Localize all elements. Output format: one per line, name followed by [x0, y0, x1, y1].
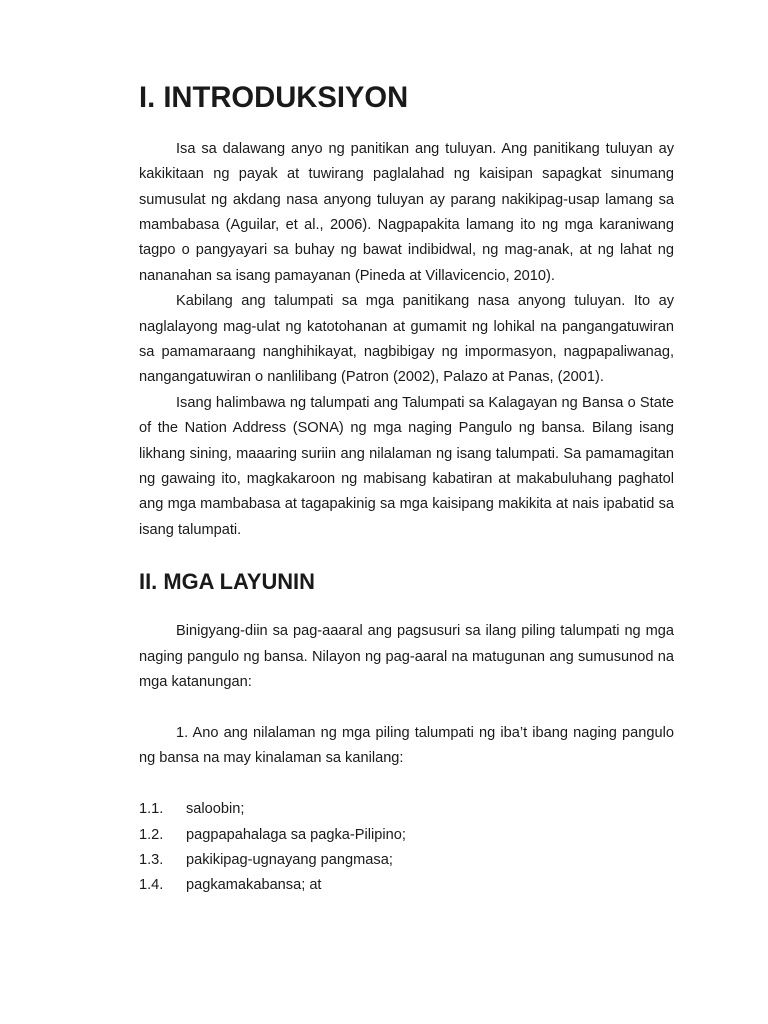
spacer	[139, 594, 674, 619]
spacer	[139, 772, 674, 797]
list-item-text: pagkamakabansa; at	[186, 877, 322, 894]
list-item	[139, 848, 674, 873]
spacer	[139, 543, 674, 568]
list-item	[139, 873, 674, 898]
paragraph-intro-3: Isang halimbawa ng talumpati ang Talumpati sa Kalagayan ng Bansa o State of the Nation Address (SONA) ng mga naging Pangulo ng bansa. Bilang isang likhang sining, maaaring suriin ang nilalaman ng isang talumpati. Sa pamamagitan ng gawaing ito, magkakaroon ng mabisang kabatiran at makabuluhang paghatol ang mga mambabasa at tagapakinig sa mga kaisipang makikita at nais ipabatid sa isang talumpati.	[139, 394, 674, 538]
list-item-number: 1.4.	[139, 877, 164, 894]
document-page	[139, 82, 674, 899]
research-question-1: 1. Ano ang nilalaman ng mga piling talumpati ng iba’t ibang naging pangulo ng bansa na may kinalaman sa kanilang:	[139, 725, 674, 767]
paragraph-intro-1: Isa sa dalawang anyo ng panitikan ang tuluyan. Ang panitikang tuluyan ay kakikitaan ng payak at tuwirang paglalahad ng kaisipan sapagkat sinumang sumusulat ng akdang nasa anyong tuluyan ay parang nakikipag-usap lamang sa mambabasa (Aguilar, et al., 2006). Nagpapakita lamang ito ng mga karaniwang tagpo o pangyayari sa buhay ng bawat indibidwal, ng mag-anak, at ng lahat ng nananahan sa isang pamayanan (Pineda at Villavicencio, 2010).	[139, 140, 674, 284]
list-item-number: 1.2.	[139, 826, 164, 843]
list-item-number: 1.3.	[139, 852, 164, 869]
list-item	[139, 823, 674, 848]
paragraph-layunin: Binigyang-diin sa pag-aaaral ang pagsusuri sa ilang piling talumpati ng mga naging pangulo ng bansa. Nilayon ng pag-aaral na matugunan ang sumusunod na mga katanungan:	[139, 623, 674, 691]
section-heading-introduksiyon: I. INTRODUKSIYON	[139, 82, 409, 114]
spacer	[139, 111, 674, 136]
list-item-number: 1.1.	[139, 801, 164, 818]
sub-question-list	[139, 797, 674, 899]
list-item-text: pakikipag-ugnayang pangmasa;	[186, 852, 393, 869]
section-heading-layunin: II. MGA LAYUNIN	[139, 568, 315, 594]
list-item-text: saloobin;	[186, 801, 245, 818]
list-item	[139, 797, 674, 822]
spacer	[139, 696, 674, 721]
paragraph-intro-2: Kabilang ang talumpati sa mga panitikang nasa anyong tuluyan. Ito ay naglalayong mag-ulat ng katotohanan at gumamit ng lohikal na pangangatuwiran sa pamamaraang nanghihikayat, nagbibigay ng impormasyon, nagpapaliwanag, nangangatuwiran o nanlilibang (Patron (2002), Palazo at Panas, (2001).	[139, 293, 674, 386]
list-item-text: pagpapahalaga sa pagka-Pilipino;	[186, 826, 406, 843]
